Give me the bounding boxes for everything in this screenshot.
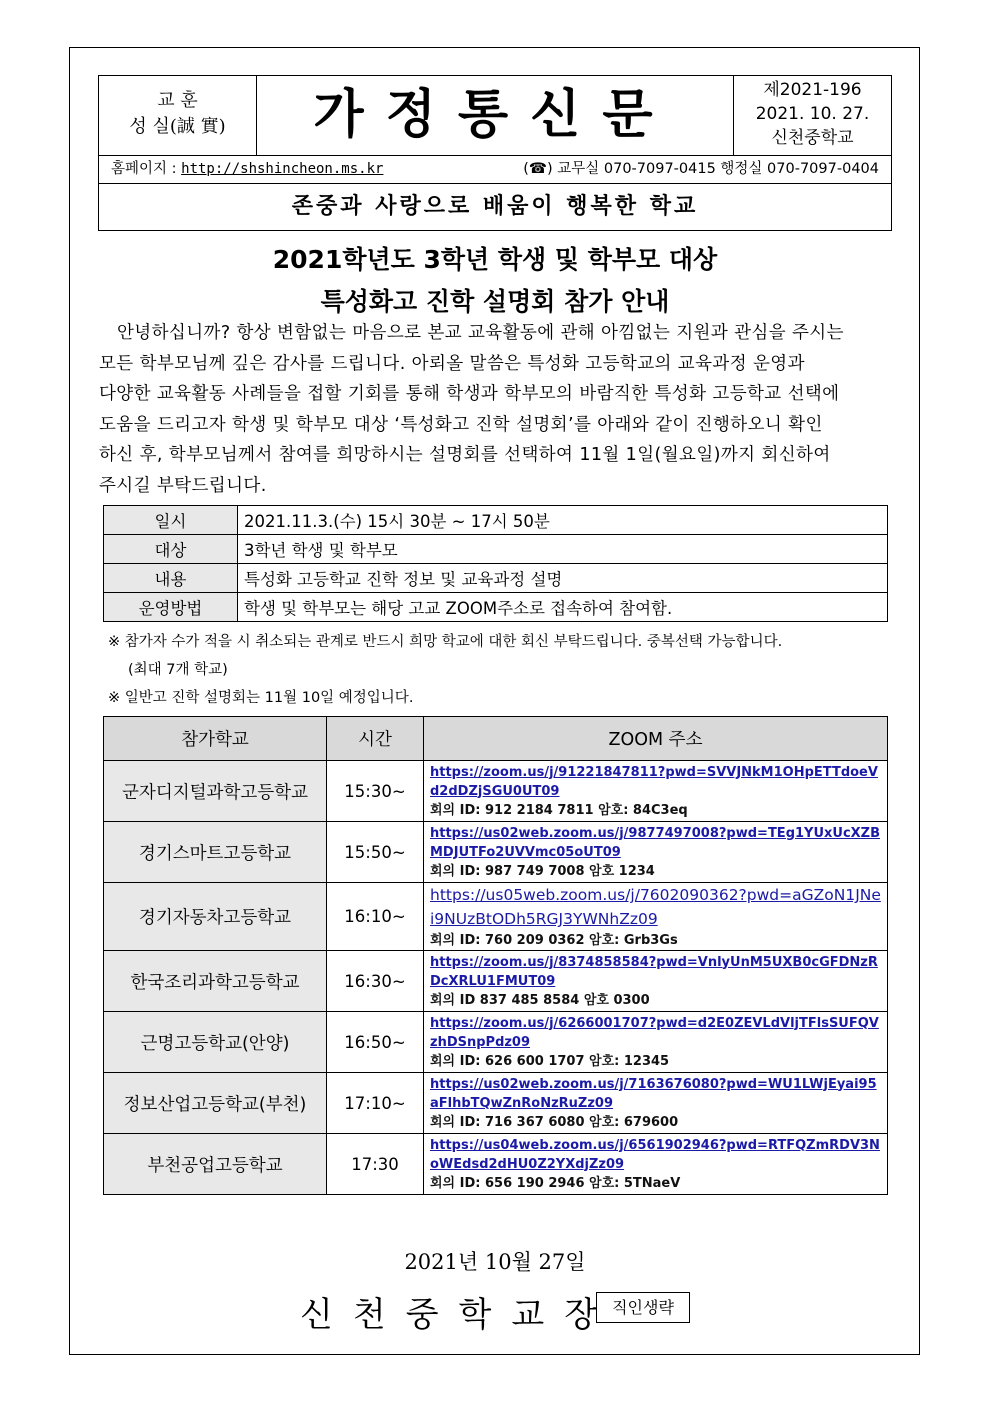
school-name: 신천중학교 — [771, 128, 854, 148]
notice-body — [99, 318, 889, 501]
zoom-link[interactable]: https://zoom.us/j/91221847811?pwd=SVVJNkM1OHpETTdoeVd2dDZjSGU0UT09 — [430, 764, 878, 799]
meeting-info: 회의 ID: 912 2184 7811 암호: 84C3eq — [430, 802, 688, 818]
info-value: 2021.11.3.(수) 15시 30분 ~ 17시 50분 — [238, 506, 888, 535]
zoom-link[interactable]: https://us04web.zoom.us/j/6561902946?pwd=RTFQZmRDV3NoWEdsd2dHU0Z2YXdjZz09 — [430, 1137, 880, 1172]
table-row — [104, 951, 888, 1012]
zoom-cell — [424, 822, 888, 883]
motto-label: 교 훈 — [157, 90, 198, 111]
school-cell: 군자디지털과학고등학교 — [104, 761, 327, 822]
time-cell: 16:50~ — [327, 1012, 424, 1073]
school-motto — [99, 76, 257, 155]
zoom-cell — [424, 761, 888, 822]
info-key: 운영방법 — [104, 593, 238, 622]
time-cell: 16:30~ — [327, 951, 424, 1012]
table-row — [104, 593, 888, 622]
newsletter-title: 가정통신문 — [313, 85, 675, 145]
table-row — [104, 506, 888, 535]
zoom-link[interactable]: https://us05web.zoom.us/j/7602090362?pwd=aGZoN1JNei9NUzBtODh5RGJ3YWNhZz09 — [430, 886, 881, 928]
col-header-time: 시간 — [327, 717, 424, 761]
time-cell: 15:30~ — [327, 761, 424, 822]
time-cell: 16:10~ — [327, 883, 424, 951]
meeting-info: 회의 ID 837 485 8584 암호 0300 — [430, 992, 650, 1008]
school-cell: 경기자동차고등학교 — [104, 883, 327, 951]
homepage-label: 홈페이지 : — [111, 161, 177, 177]
document-meta — [733, 76, 891, 155]
schedule-table — [103, 716, 888, 1195]
table-row — [104, 761, 888, 822]
issue-date: 2021년 10월 27일 — [404, 1250, 586, 1274]
zoom-cell — [424, 1012, 888, 1073]
info-key: 일시 — [104, 506, 238, 535]
time-cell: 17:10~ — [327, 1073, 424, 1134]
zoom-link[interactable]: https://zoom.us/j/8374858584?pwd=VnlyUnM5UXB0cGFDNzRDcXRLU1FMUT09 — [430, 954, 878, 989]
school-cell: 부천공업고등학교 — [104, 1134, 327, 1195]
event-info-table — [103, 505, 888, 622]
col-header-school: 참가학교 — [104, 717, 327, 761]
note-general-school: ※ 일반고 진학 설명회는 11월 10일 예정입니다. — [108, 690, 414, 706]
contact-bar — [99, 155, 891, 184]
zoom-cell — [424, 951, 888, 1012]
zoom-link[interactable]: https://zoom.us/j/6266001707?pwd=d2E0ZEVLdVljTFlsSUFQVzhDSnpPdz09 — [430, 1015, 879, 1050]
body-line: 다양한 교육활동 사례들을 접할 기회를 통해 학생과 학부모의 바람직한 특성화 고등학교 선택에 — [99, 384, 840, 404]
motto-value: 성 실(誠 實) — [129, 116, 226, 137]
table-row — [104, 822, 888, 883]
meeting-info: 회의 ID: 760 209 0362 암호: Grb3Gs — [430, 933, 678, 948]
info-value: 학생 및 학부모는 해당 고교 ZOOM주소로 접속하여 참여함. — [238, 593, 888, 622]
info-key: 내용 — [104, 564, 238, 593]
school-cell: 근명고등학교(안양) — [104, 1012, 327, 1073]
table-row — [104, 564, 888, 593]
zoom-link[interactable]: https://us02web.zoom.us/j/7163676080?pwd=WU1LWjEyai95aFlhbTQwZnRoNzRuZz09 — [430, 1076, 877, 1111]
body-line: 모든 학부모님께 깊은 감사를 드립니다. 아뢰올 말씀은 특성화 고등학교의 교육과정 운영과 — [99, 353, 805, 374]
table-row — [104, 1012, 888, 1073]
zoom-cell — [424, 883, 888, 951]
zoom-link[interactable]: https://us02web.zoom.us/j/9877497008?pwd=TEg1YUxUcXZBMDJUTFo2UVVmc05oUT09 — [430, 825, 881, 860]
meeting-info: 회의 ID: 656 190 2946 암호: 5TNaeV — [430, 1175, 681, 1191]
time-cell: 15:50~ — [327, 822, 424, 883]
body-line: 도움을 드리고자 학생 및 학부모 대상 ‘특성화고 진학 설명회’를 아래와 같이 진행하오니 확인 — [99, 414, 823, 435]
document-date: 2021. 10. 27. — [755, 104, 870, 124]
zoom-cell — [424, 1134, 888, 1195]
school-cell: 경기스마트고등학교 — [104, 822, 327, 883]
time-cell: 17:30 — [327, 1134, 424, 1195]
letterhead — [98, 75, 892, 231]
notice-title-line1: 2021학년도 3학년 학생 및 학부모 대상 — [272, 245, 718, 274]
table-row — [104, 535, 888, 564]
body-line: 주시길 부탁드립니다. — [99, 475, 267, 496]
body-line: 안녕하십니까? 항상 변함없는 마음으로 본교 교육활동에 관해 아낌없는 지원과 관심을 주시는 — [117, 323, 844, 343]
table-header-row — [104, 717, 888, 761]
principal-signature: 신천중학교장 — [300, 1295, 618, 1335]
info-value: 특성화 고등학교 진학 정보 및 교육과정 설명 — [238, 564, 888, 593]
seal-omitted-box: 직인생략 — [596, 1292, 690, 1323]
meeting-info: 회의 ID: 716 367 6080 암호: 679600 — [430, 1114, 679, 1130]
school-cell: 한국조리과학고등학교 — [104, 951, 327, 1012]
table-row — [104, 1134, 888, 1195]
note-cancellation: ※ 참가자 수가 적을 시 취소되는 관계로 반드시 희망 학교에 대한 회신 부탁드립니다. 중복선택 가능합니다. — [108, 634, 783, 650]
meeting-info: 회의 ID: 987 749 7008 암호 1234 — [430, 863, 655, 879]
info-value: 3학년 학생 및 학부모 — [238, 535, 888, 564]
homepage — [111, 156, 383, 183]
document-number: 제2021-196 — [763, 80, 862, 100]
meeting-info: 회의 ID: 626 600 1707 암호: 12345 — [430, 1053, 670, 1069]
zoom-cell — [424, 1073, 888, 1134]
school-slogan: 존중과 사랑으로 배움이 행복한 학교 — [291, 194, 699, 219]
homepage-link[interactable]: http://shshincheon.ms.kr — [181, 161, 384, 177]
table-row — [104, 883, 888, 951]
table-row — [104, 1073, 888, 1134]
note-cancellation-cont: (최대 7개 학교) — [128, 662, 228, 678]
notice-title-line2: 특성화고 진학 설명회 참가 안내 — [320, 287, 670, 316]
phone-numbers: (☎) 교무실 070-7097-0415 행정실 070-7097-0404 — [523, 161, 879, 177]
body-line: 하신 후, 학부모님께서 참여를 희망하시는 설명회를 선택하여 11월 1일(월요일)까지 회신하여 — [99, 445, 831, 465]
col-header-zoom: ZOOM 주소 — [424, 717, 888, 761]
info-key: 대상 — [104, 535, 238, 564]
school-cell: 정보산업고등학교(부천) — [104, 1073, 327, 1134]
